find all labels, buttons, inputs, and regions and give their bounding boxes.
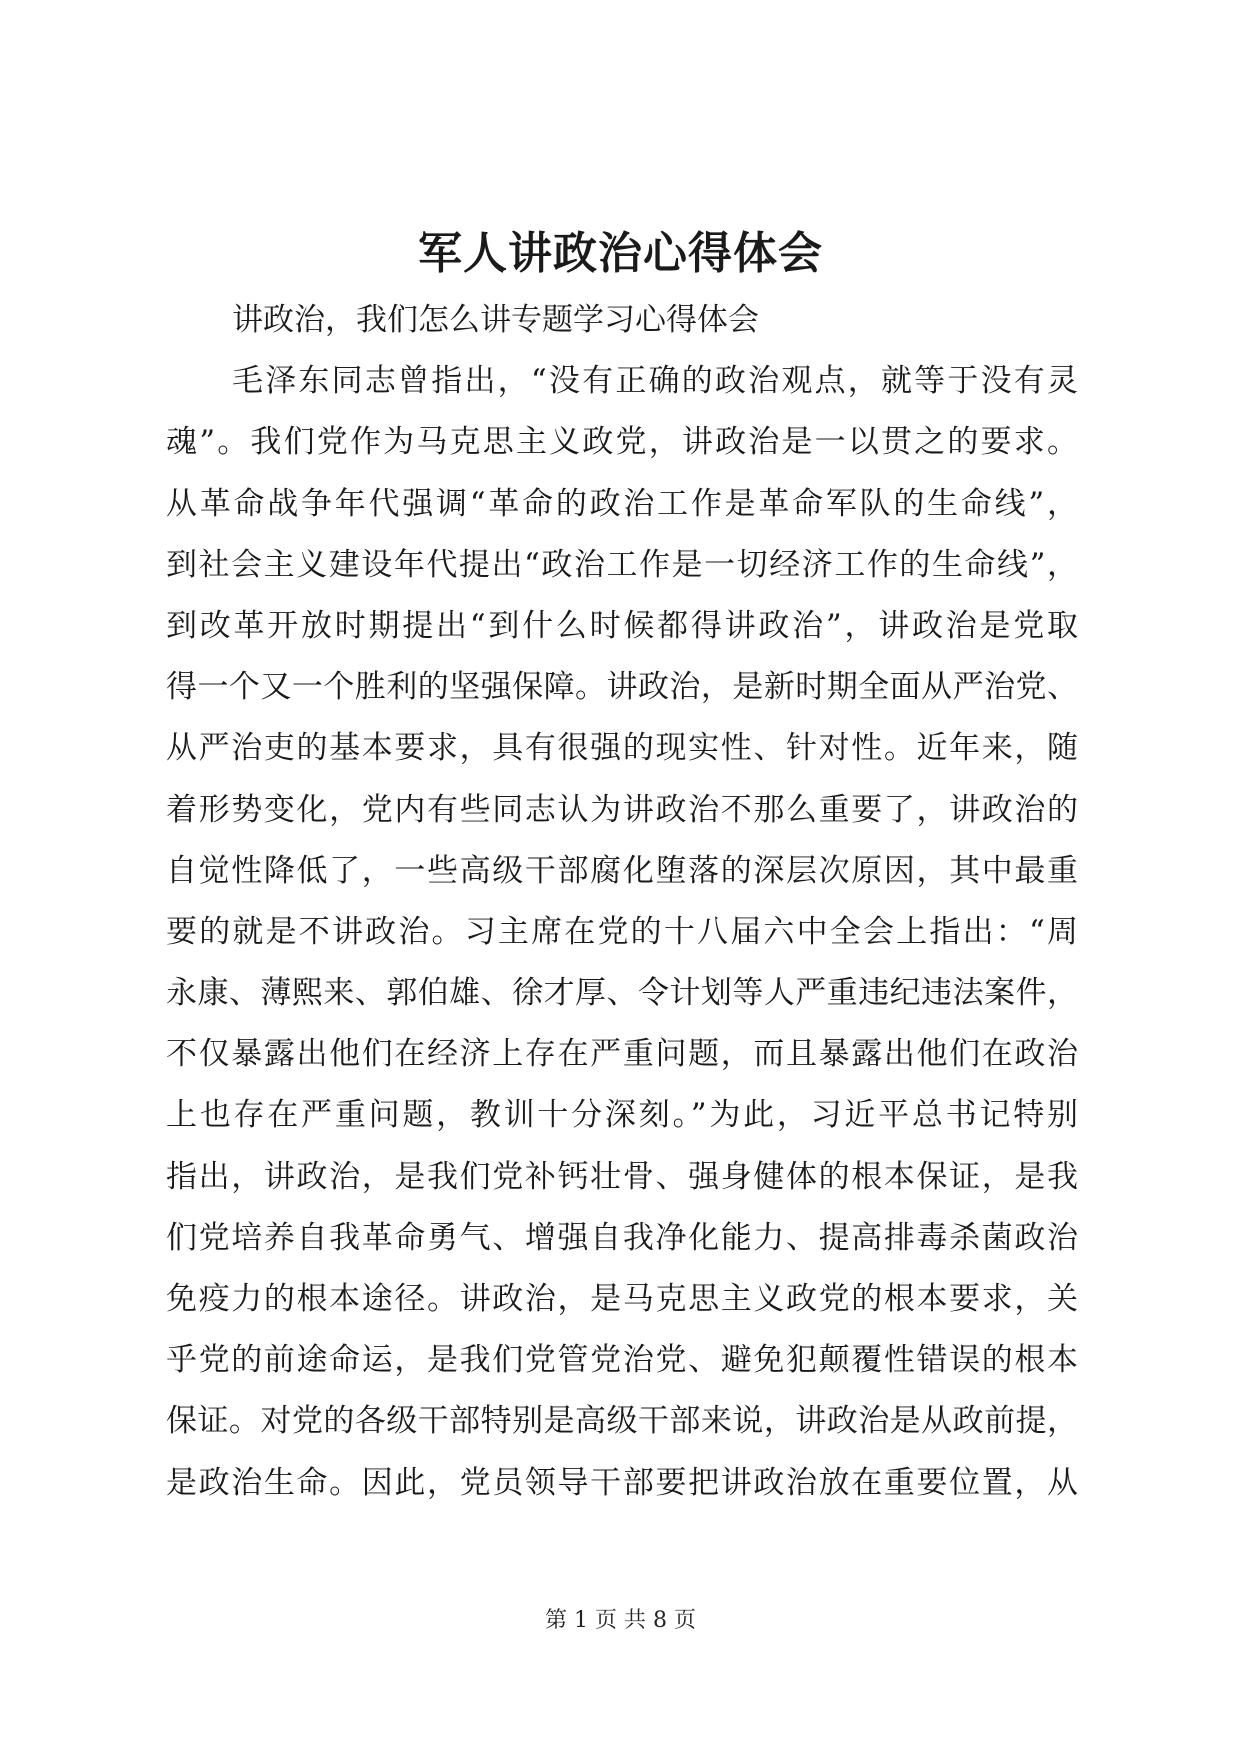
document-subtitle: 讲政治，我们怎么讲专题学习心得体会 bbox=[232, 302, 759, 338]
paragraph-line: 是政治生命。因此，党员领导干部要把讲政治放在重要位置，从 bbox=[166, 1464, 1078, 1501]
paragraph-line: 保证。对党的各级干部特别是高级干部来说，讲政治是从政前提， bbox=[166, 1403, 1078, 1440]
paragraph-line: 上也存在严重问题，教训十分深刻。”为此，习近平总书记特别 bbox=[166, 1097, 1078, 1134]
paragraph-line: 指出，讲政治，是我们党补钙壮骨、强身健体的根本保证，是我 bbox=[166, 1158, 1078, 1195]
paragraph-line: 永康、薄熙来、郭伯雄、徐才厚、令计划等人严重违纪违法案件， bbox=[166, 975, 1078, 1012]
paragraph-line: 得一个又一个胜利的坚强保障。讲政治，是新时期全面从严治党、 bbox=[166, 669, 1078, 706]
paragraph-line: 着形势变化，党内有些同志认为讲政治不那么重要了，讲政治的 bbox=[166, 791, 1078, 828]
paragraph-line: 不仅暴露出他们在经济上存在严重问题，而且暴露出他们在政治 bbox=[166, 1036, 1078, 1073]
document-body bbox=[166, 290, 1078, 1514]
paragraph-line: 从严治吏的基本要求，具有很强的现实性、针对性。近年来，随 bbox=[166, 730, 1078, 767]
paragraph-line: 到改革开放时期提出“到什么时候都得讲政治”，讲政治是党取 bbox=[166, 607, 1078, 644]
paragraph-line: 毛泽东同志曾指出，“没有正确的政治观点，就等于没有灵 bbox=[232, 363, 1078, 400]
paragraph-line: 魂”。我们党作为马克思主义政党，讲政治是一以贯之的要求。 bbox=[166, 424, 1078, 461]
paragraph-line: 到社会主义建设年代提出“政治工作是一切经济工作的生命线”， bbox=[166, 546, 1078, 583]
page-number: 第 1 页 共 8 页 bbox=[545, 1608, 696, 1633]
paragraph-line: 从革命战争年代强调“革命的政治工作是革命军队的生命线”， bbox=[166, 485, 1078, 522]
paragraph-line: 免疫力的根本途径。讲政治，是马克思主义政党的根本要求，关 bbox=[166, 1281, 1078, 1317]
paragraph-line: 自觉性降低了，一些高级干部腐化堕落的深层次原因，其中最重 bbox=[166, 852, 1078, 889]
paragraph-line: 乎党的前途命运，是我们党管党治党、避免犯颠覆性错误的根本 bbox=[166, 1342, 1078, 1379]
document-title: 军人讲政治心得体会 bbox=[418, 228, 823, 279]
paragraph-line: 要的就是不讲政治。习主席在党的十八届六中全会上指出：“周 bbox=[166, 913, 1078, 950]
paragraph-line: 们党培养自我革命勇气、增强自我净化能力、提高排毒杀菌政治 bbox=[166, 1219, 1078, 1256]
